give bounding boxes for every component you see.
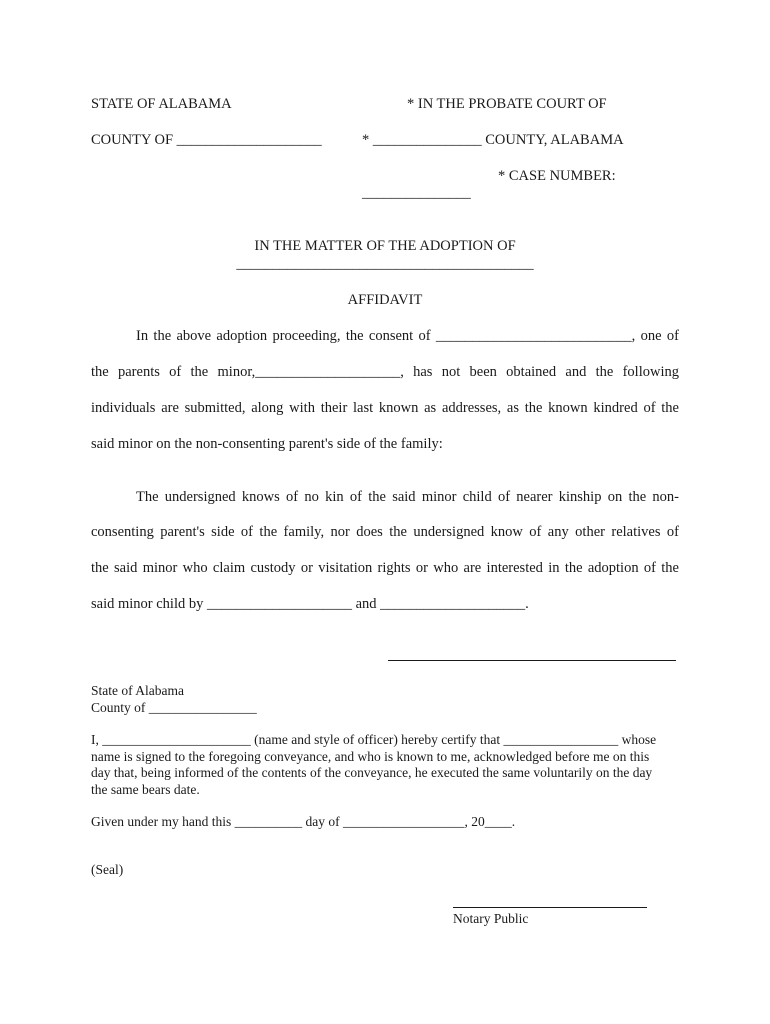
paragraph1-line1: In the above adoption proceeding, the consent of ___________________________, one of [136,328,679,344]
notary-certificate [91,732,681,798]
case-number-label: * CASE NUMBER: [498,168,616,184]
notary-signature-line [453,907,647,908]
notary-state: State of Alabama [91,683,184,698]
paragraph1-line3: individuals are submitted, along with their last known as addresses, as the known kindred of the [91,400,679,416]
certificate-line2: name is signed to the foregoing conveyance, and who is known to me, acknowledged before me on this [91,748,650,764]
notary-venue [91,683,681,716]
notary-public-label: Notary Public [453,911,529,926]
matter-title: IN THE MATTER OF THE ADOPTION OF [254,238,516,254]
certificate-line1: I, ______________________ (name and style of officer) hereby certify that _________________ whose [91,732,657,747]
case-number-blank: _______________ [362,185,471,201]
paragraph2-line1: The undersigned knows of no kin of the said minor child of nearer kinship on the non- [136,489,679,505]
certificate-line4: the same bears date. [91,781,200,797]
paragraph2-line4: said minor child by ____________________ and ____________________. [91,596,529,612]
affidavit-title: AFFIDAVIT [347,292,423,308]
affiant-signature-line [388,660,676,661]
given-under-hand: Given under my hand this __________ day of __________________, 20____. [91,814,516,829]
paragraph1-line4: said minor on the non-consenting parent's side of the family: [91,436,443,452]
county-alabama-heading: * _______________ COUNTY, ALABAMA [362,132,624,148]
paragraph1-line2: the parents of the minor,____________________, has not been obtained and the following [91,364,679,380]
state-heading: STATE OF ALABAMA [91,96,232,112]
matter-blank: _________________________________________ [236,256,534,272]
certificate-line3: day that, being informed of the contents of the conveyance, he executed the same voluntarily on the day [91,765,653,780]
notary-county: County of ________________ [91,699,257,715]
probate-court-heading: * IN THE PROBATE COURT OF [407,96,607,112]
seal-label: (Seal) [91,862,124,877]
paragraph2-line3: the said minor who claim custody or visitation rights or who are interested in the adoption of the [91,560,679,576]
county-heading: COUNTY OF ____________________ [91,132,322,148]
paragraph2-line2: consenting parent's side of the family, nor does the undersigned know of any other relatives of [91,524,679,540]
